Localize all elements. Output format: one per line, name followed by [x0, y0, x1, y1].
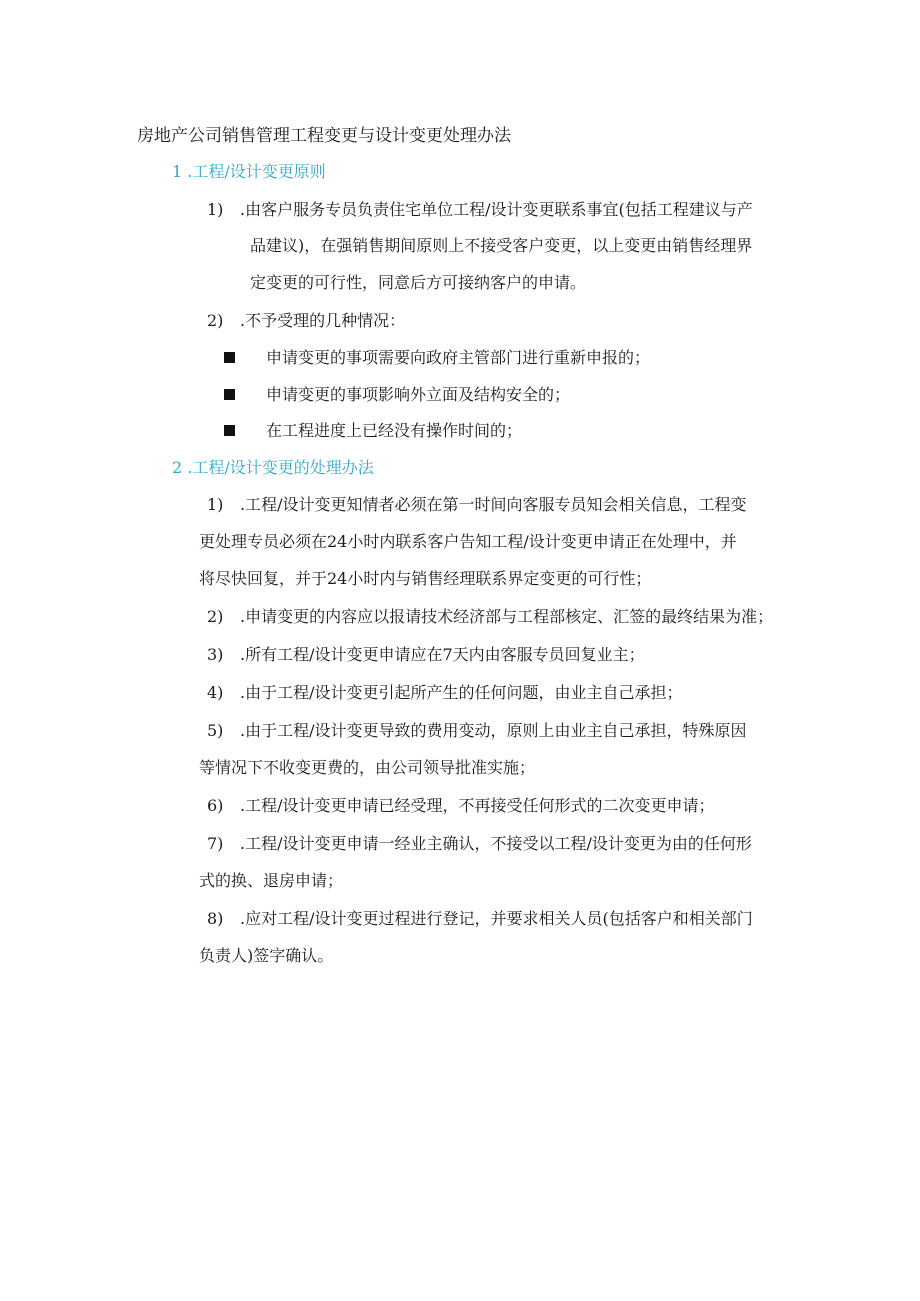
paragraph-line: 负责人)签字确认。 — [199, 946, 334, 965]
item-number: 1) — [207, 200, 224, 219]
paragraph-line: .所有工程/设计变更申请应在7天内由客服专员回复业主； — [240, 645, 645, 664]
item-number: 8) — [207, 909, 224, 928]
item-number: 1) — [207, 495, 224, 514]
paragraph-line: 定变更的可行性，同意后方可接纳客户的申请。 — [250, 273, 587, 292]
paragraph-line: 等情况下不收变更费的，由公司领导批准实施； — [199, 758, 536, 777]
paragraph-line: .工程/设计变更知情者必须在第一时间向客服专员知会相关信息，工程变 — [240, 495, 747, 514]
item-number: 4) — [207, 683, 224, 702]
paragraph-line: 品建议)，在强销售期间原则上不接受客户变更，以上变更由销售经理界 — [250, 236, 753, 255]
paragraph-line: .申请变更的内容应以报请技术经济部与工程部核定、汇签的最终结果为准； — [240, 607, 774, 626]
paragraph-line: .工程/设计变更申请已经受理，不再接受任何形式的二次变更申请； — [240, 796, 715, 815]
paragraph-line: .不予受理的几种情况： — [240, 311, 406, 330]
paragraph-line: .工程/设计变更申请一经业主确认，不接受以工程/设计变更为由的任何形 — [240, 834, 752, 853]
bullet-text: 在工程进度上已经没有操作时间的； — [266, 421, 523, 440]
item-number: 6) — [207, 796, 224, 815]
paragraph-line: 将尽快回复，并于24小时内与销售经理联系界定变更的可行性； — [199, 569, 652, 588]
square-bullet-icon — [224, 425, 235, 436]
document-title: 房地产公司销售管理工程变更与设计变更处理办法 — [137, 126, 511, 146]
paragraph-line: .由于工程/设计变更引起所产生的任何问题，由业主自己承担； — [240, 683, 683, 702]
bullet-text: 申请变更的事项需要向政府主管部门进行重新申报的； — [266, 348, 651, 367]
item-number: 7) — [207, 834, 224, 853]
section-heading-2: 2 .工程/设计变更的处理办法 — [172, 458, 374, 477]
square-bullet-icon — [224, 389, 235, 400]
paragraph-line: .应对工程/设计变更过程进行登记，并要求相关人员(包括客户和相关部门 — [240, 909, 753, 928]
item-number: 2) — [207, 311, 224, 330]
paragraph-line: 更处理专员必须在24小时内联系客户告知工程/设计变更申请正在处理中，并 — [199, 532, 737, 551]
paragraph-line: 式的换、退房申请； — [199, 871, 344, 890]
bullet-text: 申请变更的事项影响外立面及结构安全的； — [266, 385, 571, 404]
paragraph-line: .由于工程/设计变更导致的费用变动，原则上由业主自己承担，特殊原因 — [240, 721, 747, 740]
item-number: 3) — [207, 645, 224, 664]
item-number: 2) — [207, 607, 224, 626]
section-heading-1: 1 .工程/设计变更原则 — [172, 162, 326, 181]
item-number: 5) — [207, 721, 224, 740]
paragraph-line: .由客户服务专员负责住宅单位工程/设计变更联系事宜(包括工程建议与产 — [240, 200, 753, 219]
square-bullet-icon — [224, 352, 235, 363]
